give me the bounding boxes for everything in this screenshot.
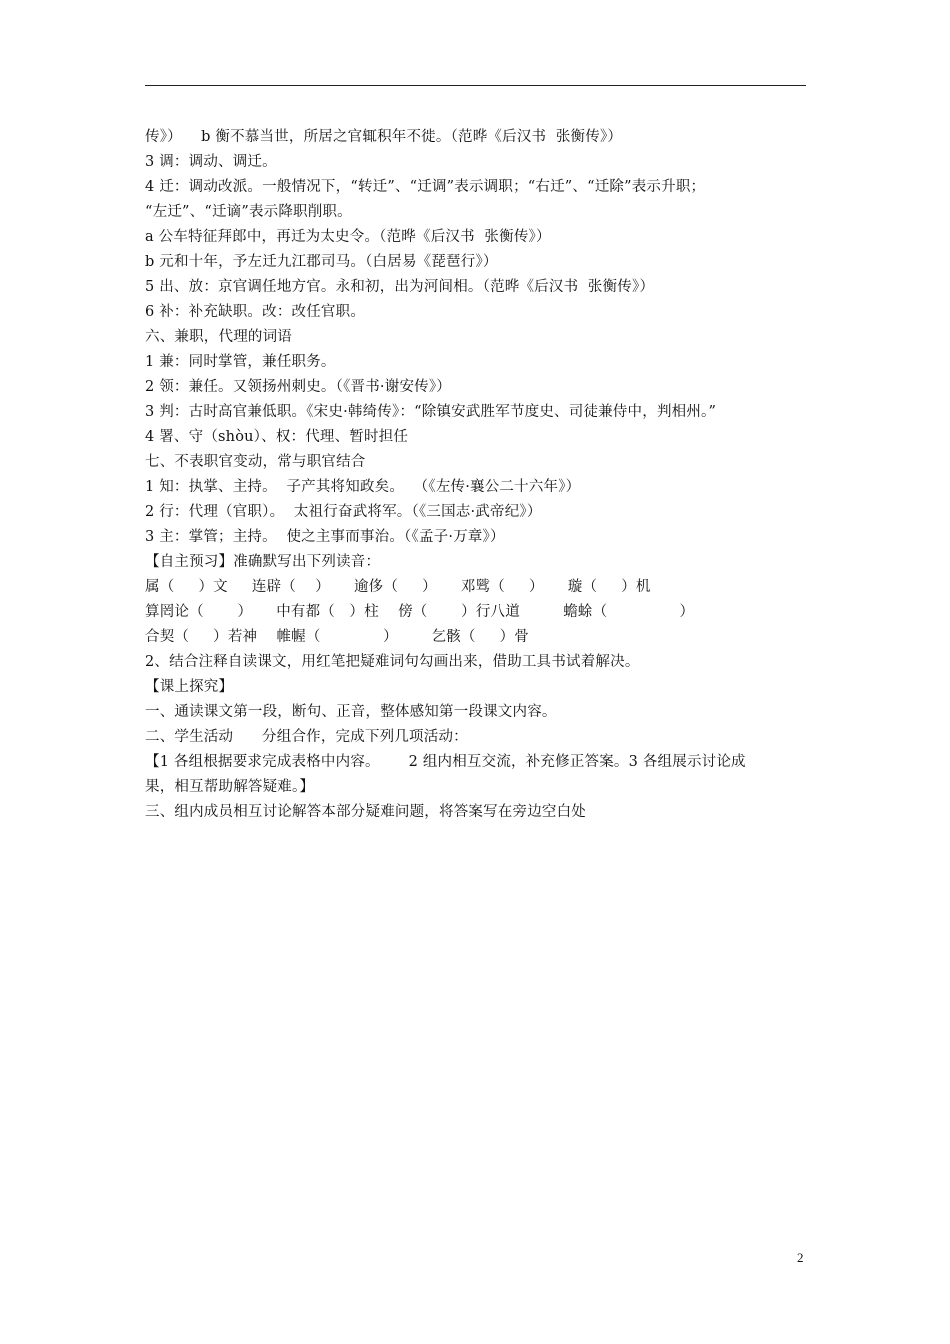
pronunciation-exercise-line: 算罔论（ ） 中有都（ ）柱 傍（ ）行八道 蟾蜍（ ） xyxy=(145,604,695,620)
text-line: 一、通读课文第一段，断句、正音，整体感知第一段课文内容。 xyxy=(145,704,557,720)
text-line: 4 迁：调动改派。一般情况下，“转迁”、“迁调”表示调职；“右迁”、“迁除”表示升职； xyxy=(145,179,706,195)
text-line: 2、结合注释自读课文，用红笔把疑难词句勾画出来，借助工具书试着解决。 xyxy=(145,654,640,670)
text-line: b 元和十年，予左迁九江郡司马。（白居易《琵琶行》） xyxy=(145,254,498,270)
pronunciation-exercise-line: 属（ ）文 连辟（ ） 逾侈（ ） 邓骘（ ） 璇（ ）机 xyxy=(145,579,651,595)
text-line: 3 调：调动、调迁。 xyxy=(145,154,277,170)
section-heading: 七、不表职官变动，常与职官结合 xyxy=(145,454,366,470)
text-line: 1 兼：同时掌管，兼任职务。 xyxy=(145,354,336,370)
text-line: 二、学生活动 分组合作，完成下列几项活动： xyxy=(145,729,468,745)
body-text xyxy=(145,125,810,825)
text-line: 【1 各组根据要求完成表格中内容。 2 组内相互交流，补充修正答案。3 各组展示讨论成 xyxy=(145,754,746,770)
section-heading: 【自主预习】准确默写出下列读音： xyxy=(145,554,381,570)
text-line: 3 判：古时高官兼低职。《宋史·韩绮传》：“除镇安武胜军节度史、司徒兼侍中，判相州。” xyxy=(145,404,717,420)
text-line: 果，相互帮助解答疑难。】 xyxy=(145,779,315,795)
pronunciation-exercise-line: 合契（ ）若神 帷幄（ ） 乞骸（ ）骨 xyxy=(145,629,530,645)
text-line: “左迁”、“迁谪”表示降职削职。 xyxy=(145,204,352,220)
text-line: 5 出、放：京官调任地方官。永和初，出为河间相。（范晔《后汉书 张衡传》） xyxy=(145,279,655,295)
section-heading: 六、兼职，代理的词语 xyxy=(145,329,292,345)
text-line: 4 署、守（shòu）、权：代理、暂时担任 xyxy=(145,429,409,445)
text-line: 2 行：代理（官职）。 太祖行奋武将军。（《三国志·武帝纪》） xyxy=(145,504,542,520)
section-heading: 【课上探究】 xyxy=(145,679,234,695)
text-line: 1 知：执掌、主持。 子产其将知政矣。 （《左传·襄公二十六年》） xyxy=(145,479,581,495)
text-line: 3 主：掌管；主持。 使之主事而事治。（《孟子·万章》） xyxy=(145,529,505,545)
text-line: 2 领：兼任。又领扬州刺史。（《晋书·谢安传》） xyxy=(145,379,451,395)
text-line: 6 补：补充缺职。改：改任官职。 xyxy=(145,304,366,320)
text-line: a 公车特征拜郎中，再迁为太史令。（范晔《后汉书 张衡传》） xyxy=(145,229,551,245)
text-line: 三、组内成员相互讨论解答本部分疑难问题，将答案写在旁边空白处 xyxy=(145,804,586,820)
text-line: 传》） b 衡不慕当世，所居之官辄积年不徙。（范晔《后汉书 张衡传》） xyxy=(145,129,623,145)
header-rule xyxy=(145,85,806,86)
page-number: 2 xyxy=(797,1250,804,1265)
